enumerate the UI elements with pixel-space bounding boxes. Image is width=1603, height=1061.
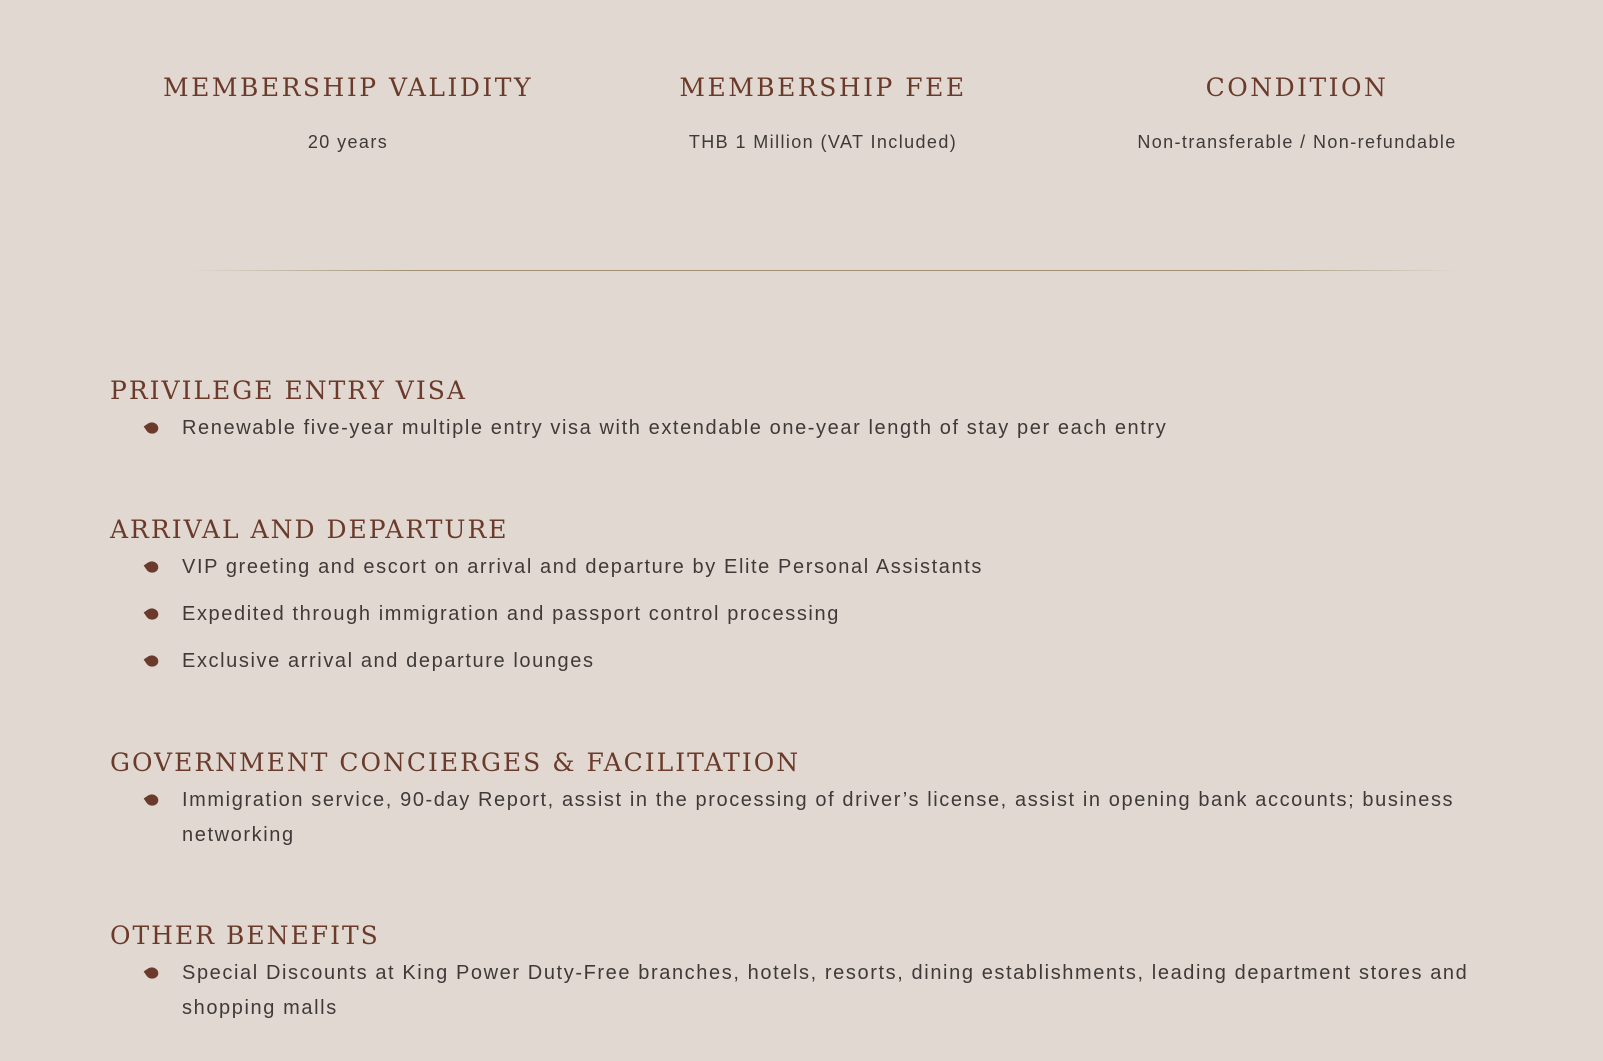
list-item-text: Exclusive arrival and departure lounges bbox=[182, 650, 595, 672]
summary-validity bbox=[118, 68, 578, 154]
section-title: GOVERNMENT CONCIERGES & FACILITATION bbox=[110, 748, 801, 777]
list-item bbox=[110, 550, 1530, 585]
summary-condition bbox=[1067, 68, 1527, 154]
list-item-text: Immigration service, 90-day Report, assist in the processing of driver’s license, assist in opening bank accounts; business networking bbox=[182, 789, 1455, 846]
summary-fee bbox=[593, 68, 1053, 154]
section-title: ARRIVAL AND DEPARTURE bbox=[110, 515, 509, 544]
section-divider bbox=[190, 270, 1460, 271]
summary-value: Non-transferable / Non-refundable bbox=[1137, 132, 1457, 152]
section-other-benefits bbox=[110, 918, 1530, 1026]
benefit-list bbox=[110, 783, 1530, 853]
list-item bbox=[110, 783, 1530, 853]
summary-heading: CONDITION bbox=[1205, 73, 1389, 102]
leaf-bullet-icon bbox=[144, 792, 161, 809]
benefit-list bbox=[110, 550, 1530, 679]
section-government-concierges bbox=[110, 745, 1530, 853]
leaf-bullet-icon bbox=[144, 653, 161, 670]
list-item bbox=[110, 956, 1530, 1026]
summary-value: THB 1 Million (VAT Included) bbox=[688, 132, 958, 152]
benefit-list bbox=[110, 956, 1530, 1026]
section-title: PRIVILEGE ENTRY VISA bbox=[110, 376, 467, 405]
summary-heading: MEMBERSHIP FEE bbox=[679, 73, 967, 102]
list-item bbox=[110, 597, 1530, 632]
summary-value: 20 years bbox=[307, 132, 389, 152]
list-item bbox=[110, 411, 1530, 446]
list-item-text: VIP greeting and escort on arrival and departure by Elite Personal Assistants bbox=[182, 556, 983, 578]
section-title: OTHER BENEFITS bbox=[110, 921, 380, 950]
membership-summary bbox=[0, 0, 1603, 200]
section-privilege-entry-visa bbox=[110, 373, 1530, 446]
leaf-bullet-icon bbox=[144, 606, 161, 623]
section-arrival-and-departure bbox=[110, 512, 1530, 679]
leaf-bullet-icon bbox=[144, 420, 161, 437]
list-item bbox=[110, 644, 1530, 679]
leaf-bullet-icon bbox=[144, 965, 161, 982]
list-item-text: Renewable five-year multiple entry visa with extendable one-year length of stay per each entry bbox=[182, 417, 1168, 439]
benefit-list bbox=[110, 411, 1530, 446]
list-item-text: Special Discounts at King Power Duty-Free branches, hotels, resorts, dining establishments, leading department stores and shopping malls bbox=[182, 962, 1469, 1019]
leaf-bullet-icon bbox=[144, 559, 161, 576]
summary-heading: MEMBERSHIP VALIDITY bbox=[163, 73, 533, 102]
list-item-text: Expedited through immigration and passport control processing bbox=[182, 603, 840, 625]
